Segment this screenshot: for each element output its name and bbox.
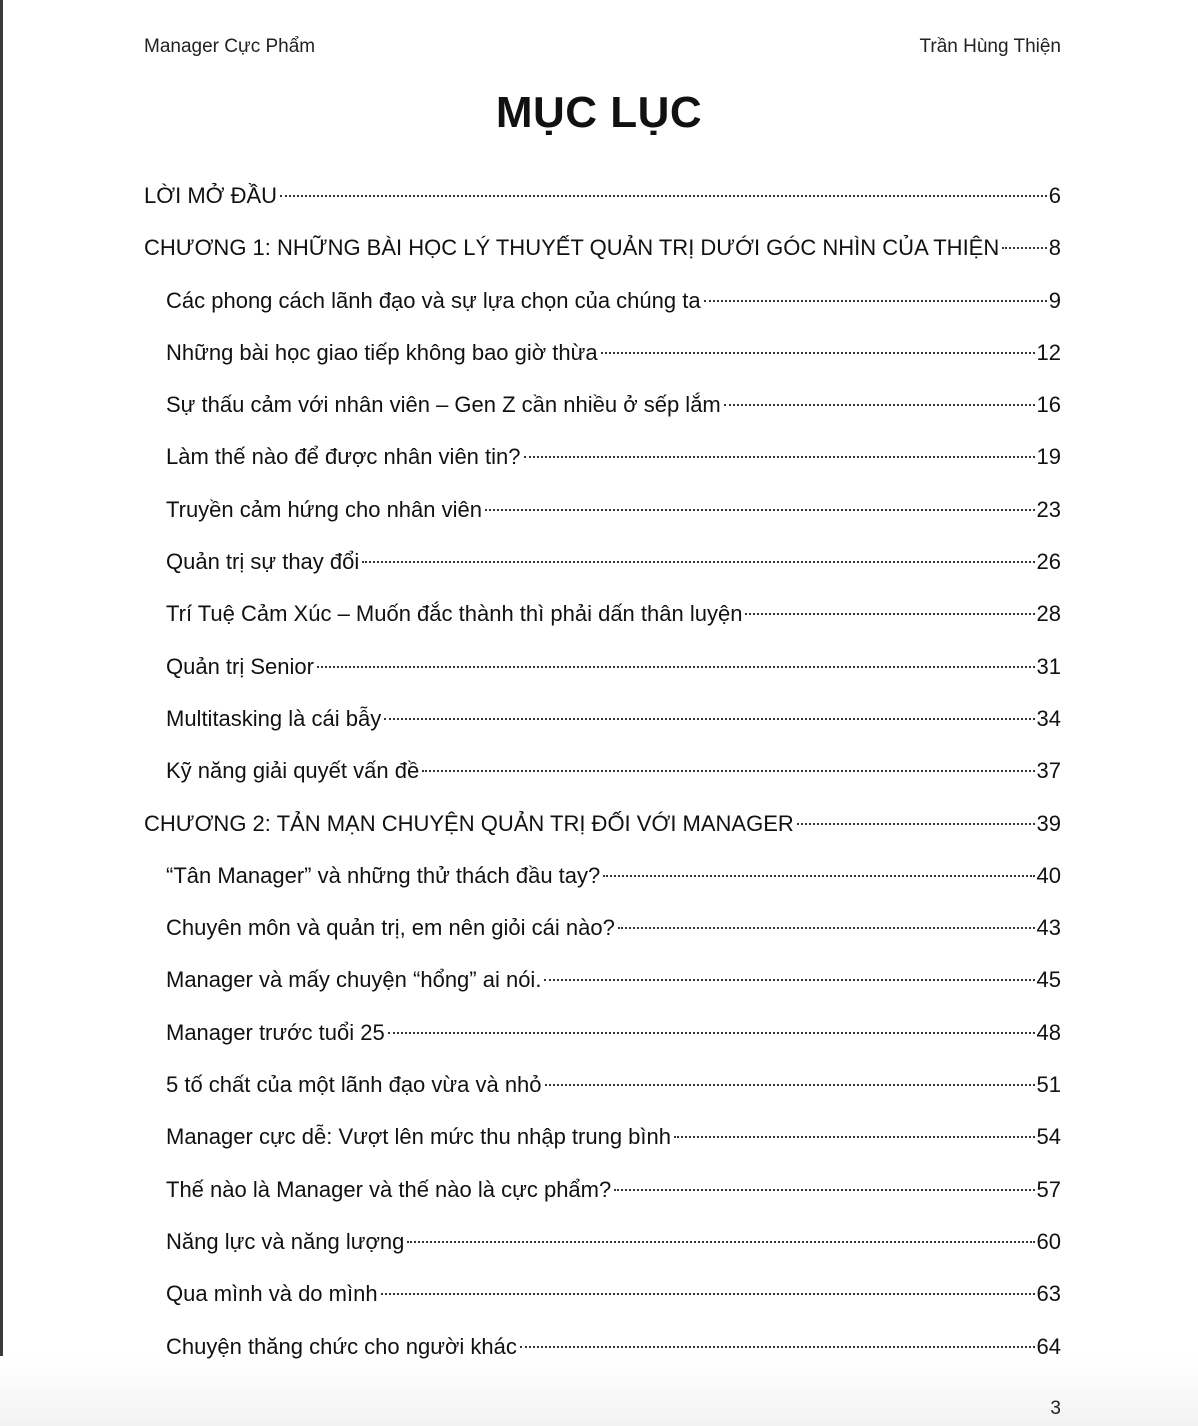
toc-section-entry[interactable] [144,641,1061,693]
window-edge [0,0,3,1426]
dot-leader [362,561,1034,563]
dot-leader [618,927,1035,929]
toc-entry-page: 16 [1036,392,1061,418]
dot-leader [280,195,1047,197]
page-number: 3 [1050,1398,1061,1419]
dot-leader [724,404,1035,406]
page-title: MỤC LỤC [495,88,703,137]
header-author: Trần Hùng Thiện [919,36,1061,57]
toc-entry-title: Qua mình và do mình [166,1281,378,1307]
toc-entry-page: 40 [1036,862,1061,888]
dot-leader [601,352,1035,354]
dot-leader [1002,247,1047,249]
toc-entry-title: Kỹ năng giải quyết vấn đề [166,758,420,784]
dot-leader [384,718,1034,720]
dot-leader [485,509,1035,511]
toc-entry-title: Làm thế nào để được nhân viên tin? [166,444,521,470]
toc-section-entry[interactable] [144,1111,1061,1163]
toc-entry-title: LỜI MỞ ĐẦU [144,183,278,208]
toc-section-entry[interactable] [144,431,1061,483]
toc-section-entry[interactable] [144,1268,1061,1320]
dot-leader [603,875,1034,877]
toc-chapter-entry[interactable] [144,798,1061,850]
dot-leader [797,823,1035,825]
toc-entry-title: “Tân Manager” và những thử thách đầu tay? [166,862,601,888]
toc-entry-page: 6 [1048,183,1061,208]
toc-entry-title: CHƯƠNG 1: NHỮNG BÀI HỌC LÝ THUYẾT QUẢN TRỊ DƯỚI GÓC NHÌN CỦA THIỆN [144,235,1000,261]
dot-leader [545,1084,1035,1086]
toc-section-entry[interactable] [144,1059,1061,1111]
dot-leader [381,1293,1035,1295]
toc-section-entry[interactable] [144,484,1061,536]
dot-leader [674,1136,1035,1138]
toc-entry-page: 34 [1036,705,1061,731]
toc-entry-page: 45 [1036,967,1061,993]
toc-section-entry[interactable] [144,954,1061,1006]
dot-leader [317,666,1035,668]
toc-entry-page: 23 [1036,496,1061,522]
dot-leader [388,1032,1035,1034]
toc-entry-title: Những bài học giao tiếp không bao giờ thừa [166,339,598,365]
toc-entry-page: 19 [1036,444,1061,470]
toc-section-entry[interactable] [144,536,1061,588]
toc-entry-title: Trí Tuệ Cảm Xúc – Muốn đắc thành thì phải dấn thân luyện [166,601,743,627]
toc-entry-title: Manager và mấy chuyện “hổng” ai nói. [166,967,542,993]
toc-entry-page: 12 [1036,339,1061,365]
toc-section-entry[interactable] [144,327,1061,379]
toc-section-entry[interactable] [144,1007,1061,1059]
running-header [144,36,1061,58]
dot-leader [524,456,1035,458]
toc-entry-page: 48 [1036,1019,1061,1045]
toc-entry-page: 9 [1048,287,1061,313]
toc-entry-title: Thế nào là Manager và thế nào là cực phẩm? [166,1176,612,1202]
toc-entry-page: 54 [1036,1124,1061,1150]
toc-entry-page: 31 [1036,653,1061,679]
toc-entry-title: Manager trước tuổi 25 [166,1019,385,1045]
toc-entry-title: Các phong cách lãnh đạo và sự lựa chọn của chúng ta [166,287,701,313]
dot-leader [544,979,1034,981]
toc-section-entry[interactable] [144,1321,1061,1373]
toc-entry-title: Chuyên môn và quản trị, em nên giỏi cái nào? [166,915,615,941]
toc-entry-title: CHƯƠNG 2: TẢN MẠN CHUYỆN QUẢN TRỊ ĐỐI VỚI MANAGER [144,810,794,836]
toc-chapter-entry[interactable] [144,170,1061,222]
toc-section-entry[interactable] [144,275,1061,327]
toc-section-entry[interactable] [144,1216,1061,1268]
toc-section-entry[interactable] [144,1164,1061,1216]
toc-section-entry[interactable] [144,902,1061,954]
dot-leader [422,770,1034,772]
toc-chapter-entry[interactable] [144,222,1061,274]
toc-entry-page: 57 [1036,1176,1061,1202]
toc-section-entry[interactable] [144,850,1061,902]
toc-entry-page: 43 [1036,915,1061,941]
toc-entry-title: Năng lực và năng lượng [166,1228,405,1254]
toc-entry-title: Sự thấu cảm với nhân viên – Gen Z cần nhiều ở sếp lắm [166,392,721,418]
dot-leader [614,1189,1034,1191]
toc-entry-title: Truyền cảm hứng cho nhân viên [166,496,482,522]
dot-leader [745,613,1034,615]
toc-entry-page: 51 [1036,1072,1061,1098]
toc-entry-page: 37 [1036,758,1061,784]
toc-entry-page: 63 [1036,1281,1061,1307]
toc-entry-title: Manager cực dễ: Vượt lên mức thu nhập trung bình [166,1124,671,1150]
toc-section-entry[interactable] [144,693,1061,745]
toc-entry-title: 5 tố chất của một lãnh đạo vừa và nhỏ [166,1072,542,1098]
toc-section-entry[interactable] [144,745,1061,797]
dot-leader [520,1346,1035,1348]
dot-leader [407,1241,1034,1243]
toc-entry-title: Quản trị sự thay đổi [166,549,360,575]
toc-entry-page: 26 [1036,549,1061,575]
toc-entry-page: 8 [1048,235,1061,261]
header-book-title: Manager Cực Phẩm [144,36,316,57]
toc-entry-page: 39 [1036,810,1061,836]
dot-leader [704,300,1047,302]
toc-entry-page: 28 [1036,601,1061,627]
toc-entry-title: Chuyện thăng chức cho người khác [166,1333,517,1359]
table-of-contents [144,170,1061,1373]
toc-entry-page: 64 [1036,1333,1061,1359]
toc-entry-page: 60 [1036,1228,1061,1254]
toc-entry-title: Multitasking là cái bẫy [166,705,382,731]
toc-section-entry[interactable] [144,588,1061,640]
toc-entry-title: Quản trị Senior [166,653,314,679]
toc-section-entry[interactable] [144,379,1061,431]
